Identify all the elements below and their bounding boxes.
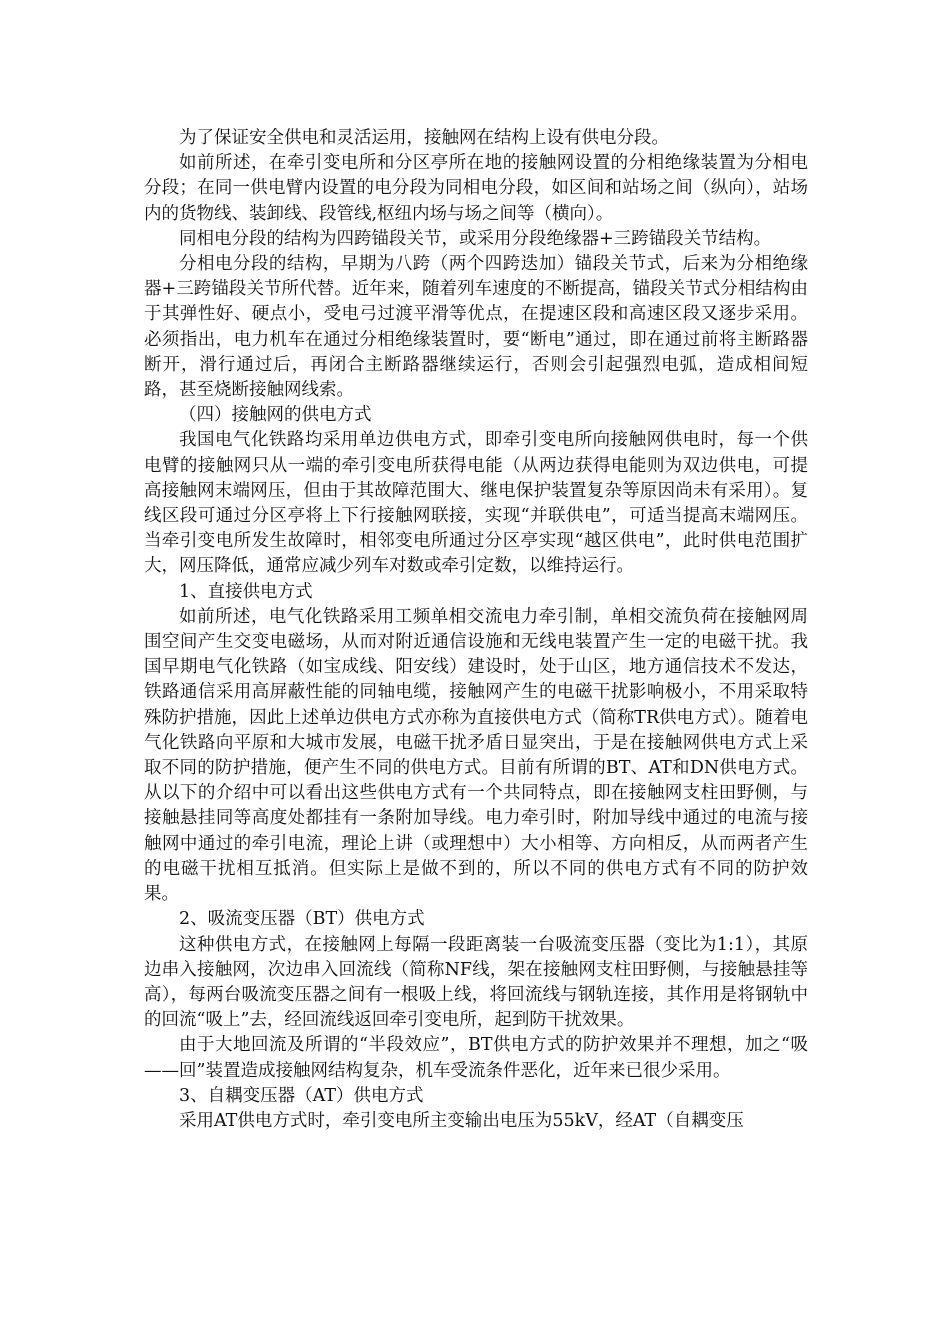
paragraph-phase-split-structure: 分相电分段的结构，早期为八跨（两个四跨迭加）锚段关节式，后来为分相绝缘器+三跨锚段关节所代替。近年来，随着列车速度的不断提高，锚段关节式分相结构由于其弹性好、硬点小，受电弓过渡平滑等优点，在提速区段和高速区段又逐步采用。必须指出，电力机车在通过分相绝缘装置时，要“断电”通过，即在通过前将主断路器断开，滑行通过后，再闭合主断路器继续运行，否则会引起强烈电弧，造成相间短路，甚至烧断接触网线索。 bbox=[144, 254, 808, 401]
paragraph-intro: 为了保证安全供电和灵活运用，接触网在结构上设有供电分段。 bbox=[179, 128, 669, 148]
subheading-direct-supply: 1、直接供电方式 bbox=[179, 581, 313, 602]
section-heading-supply-modes: （四）接触网的供电方式 bbox=[179, 405, 372, 426]
subheading-bt-supply: 2、吸流变压器（BT）供电方式 bbox=[179, 909, 425, 930]
paragraph-phase-sections: 如前所述，在牵引变电所和分区亭所在地的接触网设置的分相绝缘装置为分相电分段；在同一供电臂内设置的电分段为同相电分段，如区间和站场之间（纵向），站场内的货物线、装卸线、段管线,枢纽内场与场之间等（横向）。 bbox=[144, 153, 808, 224]
paragraph-direct-supply: 如前所述，电气化铁路采用工频单相交流电力牵引制，单相交流负荷在接触网周围空间产生交变电磁场，从而对附近通信设施和无线电装置产生一定的电磁干扰。我国早期电气化铁路（如宝成线、阳安线）建设时，处于山区，地方通信技术不发达，铁路通信采用高屏蔽性能的同轴电缆，接触网产生的电磁干扰影响极小，不用采取特殊防护措施，因此上述单边供电方式亦称为直接供电方式（简称TR供电方式）。随着电气化铁路向平原和大城市发展，电磁干扰矛盾日显突出，于是在接触网供电方式上采取不同的防护措施，便产生不同的供电方式。目前有所谓的BT、AT和DN供电方式。从以下的介绍中可以看出这些供电方式有一个共同特点，即在接触网支柱田野侧，与接触悬挂同等高度处都挂有一条附加导线。电力牵引时，附加导线中通过的电流与接触网中通过的牵引电流，理论上讲（或理想中）大小相等、方向相反，从而两者产生的电磁干扰相互抵消。但实际上是做不到的，所以不同的供电方式有不同的防护效果。 bbox=[144, 606, 808, 905]
paragraph-bt-drawbacks: 由于大地回流及所谓的“半段效应”，BT供电方式的防护效果并不理想，加之“吸——回”装置造成接触网结构复杂，机车受流条件恶化，近年来已很少采用。 bbox=[144, 1035, 808, 1081]
paragraph-same-phase-structure: 同相电分段的结构为四跨锚段关节，或采用分段绝缘器+三跨锚段关节结构。 bbox=[179, 228, 772, 249]
subheading-at-supply: 3、自耦变压器（AT）供电方式 bbox=[179, 1085, 424, 1106]
document-body bbox=[144, 126, 808, 1134]
paragraph-single-end-supply: 我国电气化铁路均采用单边供电方式，即牵引变电所向接触网供电时，每一个供电臂的接触网只从一端的牵引变电所获得电能（从两边获得电能则为双边供电，可提高接触网末端网压，但由于其故障范围大、继电保护装置复杂等原因尚未有采用）。复线区段可通过分区亭将上下行接触网联接，实现“并联供电”，可适当提高末端网压。当牵引变电所发生故障时，相邻变电所通过分区亭实现“越区供电”，此时供电范围扩大，网压降低，通常应减少列车对数或牵引定数，以维持运行。 bbox=[144, 430, 808, 577]
paragraph-bt-description: 这种供电方式，在接触网上每隔一段距离装一台吸流变压器（变比为1:1），其原边串入接触网，次边串入回流线（简称NF线，架在接触网支柱田野侧，与接触悬挂等高），每两台吸流变压器之间有一根吸上线，将回流线与钢轨连接，其作用是将钢轨中的回流“吸上”去，经回流线返回牵引变电所，起到防干扰效果。 bbox=[144, 934, 808, 1031]
paragraph-at-description: 采用AT供电方式时，牵引变电所主变输出电压为55kV，经AT（自耦变压 bbox=[179, 1110, 744, 1131]
